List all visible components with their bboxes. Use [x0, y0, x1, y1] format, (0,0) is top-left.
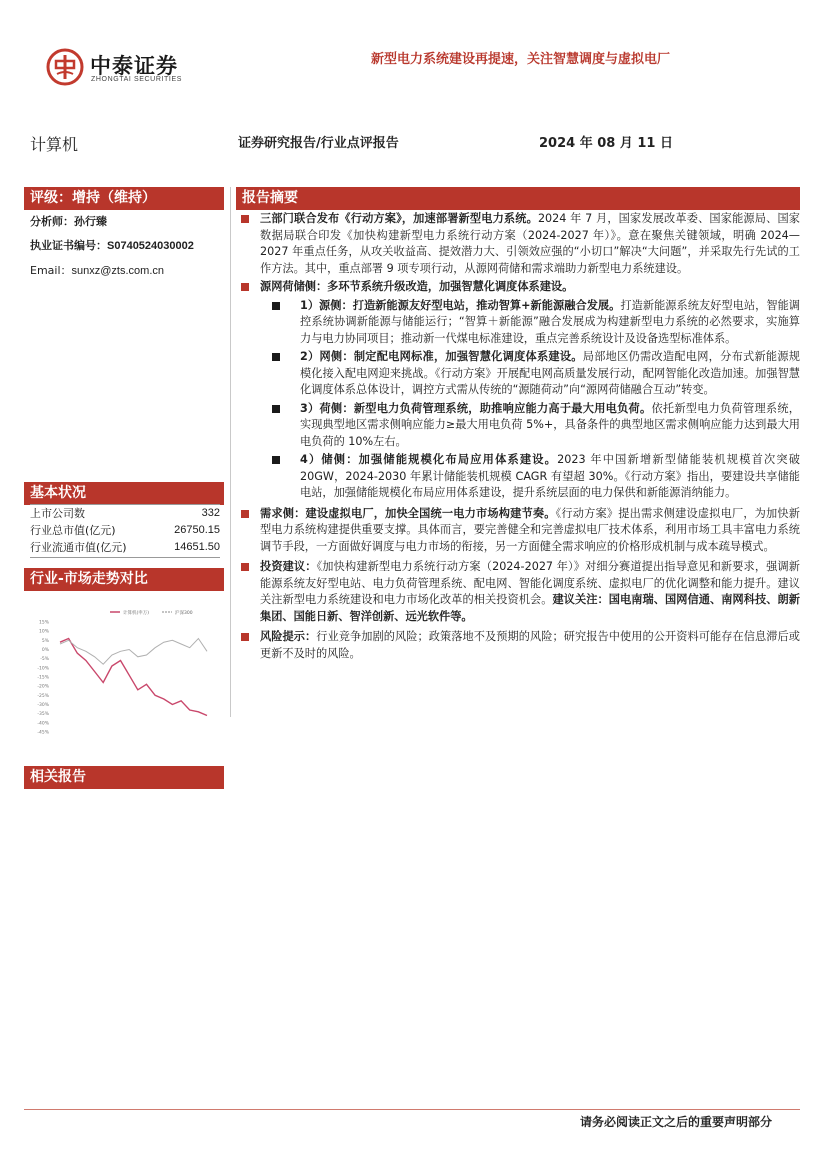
- email-label: Email：: [30, 264, 72, 277]
- analyst-name: 孙行臻: [74, 215, 107, 228]
- summary-paragraph: [238, 211, 800, 277]
- bullet-square-icon: [272, 405, 280, 413]
- y-tick-label: -25%: [37, 693, 49, 699]
- column-divider: [230, 187, 231, 717]
- y-tick-label: -10%: [37, 666, 49, 672]
- bullet-square-icon: [272, 302, 280, 310]
- paragraph-heading: 需求侧：建设虚拟电厂，加快全国统一电力市场构建节奏。: [260, 506, 556, 520]
- cert-label: 执业证书编号：: [30, 239, 107, 252]
- y-tick-label: 15%: [38, 620, 49, 626]
- summary-paragraph: [238, 279, 800, 296]
- bullet-square-icon: [241, 633, 249, 641]
- table-row: [30, 505, 220, 522]
- bullet-square-icon: [241, 215, 249, 223]
- bullet-square-icon: [241, 510, 249, 518]
- report-date: 2024 年 08 月 11 日: [539, 136, 673, 151]
- table-row: [30, 522, 220, 539]
- paragraph-text: 《加快构建新型电力系统行动方案（2024-2027 年）》对细分赛道提出指导意见和新要求，强调新能源系统友好型电站、电力负荷管理系统、配电网、智能化调度系统、虚拟电厂的优化调整和能力提升。建议关注新型电力系统建设和电力市场化改革的相关投资机会。: [260, 560, 800, 606]
- industry-label: 计算机: [30, 135, 79, 154]
- paragraph-text: 《行动方案》提出需求侧建设虚拟电厂，为加快新型电力系统构建提供重要支撑。具体而言，要完善健全和完善虚拟电厂技术体系，利用市场工具丰富电力系统调节手段，一方面做好调度与电力市场的衔接，另一方面健全需求响应的价格形成机制与成本疏导模式。: [260, 506, 800, 553]
- summary-paragraph: [238, 559, 800, 625]
- y-tick-label: -40%: [37, 721, 49, 727]
- summary-subpoint: [238, 452, 800, 502]
- y-tick-label: -45%: [37, 730, 49, 736]
- row-label: 行业流通市值(亿元): [30, 541, 127, 554]
- subpoint-text: 2023 年中国新增新型储能装机规模首次突破 20GW，2024-2030 年累计储能装机规模 CAGR 有望超 30%。《行动方案》指出，要建设共享储能电站，加强储能规模化布局应用体系建设，提升系统层面的电力保供和新能源消纳能力。: [300, 453, 800, 499]
- trend-chart: [30, 600, 220, 740]
- cert-line: [30, 237, 194, 253]
- report-type: 证券研究报告/行业点评报告: [238, 136, 399, 151]
- y-tick-label: -5%: [40, 657, 49, 663]
- row-label: 上市公司数: [30, 507, 85, 520]
- cert-number: S0740524030002: [107, 240, 194, 252]
- y-tick-label: -15%: [37, 675, 49, 681]
- paragraph-heading: 三部门联合发布《行动方案》，加速部署新型电力系统。: [260, 212, 538, 225]
- summary-subpoint: [238, 349, 800, 399]
- row-value: 332: [201, 507, 220, 519]
- row-label: 行业总市值(亿元): [30, 524, 116, 537]
- row-value: 14651.50: [174, 541, 220, 553]
- subpoint-heading: 4）储侧：加强储能规模化布局应用体系建设。: [300, 453, 558, 466]
- subpoint-text: 局部地区仍需改造配电网，分布式新能源规模化接入配电网迎来挑战。《行动方案》开展配电网高质量发展行动，配网智能化改造加速。加强智慧化调度体系总体设计，调控方式需从传统的“源随荷动”向“源网荷储融合互动”转变。: [300, 350, 800, 396]
- bullet-square-icon: [272, 456, 280, 464]
- logo-english-name: ZHONGTAI SECURITIES: [91, 76, 182, 83]
- analyst-label: 分析师：: [30, 215, 74, 228]
- y-tick-label: -35%: [37, 712, 49, 718]
- basic-info-table: [30, 505, 220, 556]
- paragraph-heading: 风险提示：: [260, 630, 317, 643]
- paragraph-heading: 投资建议：: [260, 560, 317, 573]
- email-line: [30, 262, 164, 278]
- bullet-square-icon: [241, 563, 249, 571]
- subpoint-text: 打造新能源系统友好型电站，智能调控系统协调新能源与储能运行；“智算＋新能源”融合发展成为构建新型电力系统的必然要求，实施算力与电力协同项目；推动新一代煤电标准建设，重点完善系统设计及设备选型标准体系。: [300, 298, 800, 345]
- summary-body: [238, 211, 800, 664]
- legend-label: 计算机(申万): [123, 611, 150, 616]
- footer-disclaimer: 请务必阅读正文之后的重要声明部分: [579, 1115, 772, 1129]
- subpoint-heading: 2）网侧：制定配电网标准，加强智慧化调度体系建设。: [300, 350, 583, 363]
- analyst-line: [30, 213, 107, 229]
- rating-bar: 评级：增持（维持）: [24, 187, 224, 210]
- summary-bar: 报告摘要: [236, 187, 800, 210]
- y-tick-label: 10%: [38, 629, 49, 635]
- y-tick-label: 0%: [41, 648, 49, 653]
- y-tick-label: -20%: [37, 684, 49, 690]
- paragraph-text: 行业竞争加剧的风险；政策落地不及预期的风险；研究报告中使用的公开资料可能存在信息滞后或更新不及时的风险。: [260, 630, 800, 660]
- row-value: 26750.15: [174, 524, 220, 536]
- table-row: [30, 539, 220, 556]
- logo-chinese-name: 中泰证券: [90, 54, 178, 78]
- summary-subpoint: [238, 298, 800, 348]
- summary-paragraph: [238, 629, 800, 662]
- legend-label: 沪深300: [175, 611, 193, 616]
- paragraph-text: 2024 年 7 月，国家发展改革委、国家能源局、国家数据局联合印发《加快构建新型电力系统行动方案（2024-2027 年）》。意在聚焦关键领域，明确 2024—2027 年重点任务，从攻关收益高、提效潜力大、引领效应强的“小切口”解决“大问题”，并采取先行先试的工作方法。其中，重点部署 9 项专项行动，从源网荷储和需求端助力新型电力系统建设。: [260, 212, 800, 275]
- subpoint-heading: 1）源侧：打造新能源友好型电站，推动智算+新能源融合发展。: [300, 298, 621, 312]
- subpoint-heading: 3）荷侧：新型电力负荷管理系统，助推响应能力高于最大用电负荷。: [300, 401, 652, 415]
- bullet-square-icon: [272, 353, 280, 361]
- basic-info-bar: 基本状况: [24, 482, 224, 505]
- footer-rule: [24, 1109, 800, 1110]
- summary-paragraph: [238, 506, 800, 556]
- table-bottom-rule: [30, 557, 220, 558]
- trend-bar: 行业-市场走势对比: [24, 568, 224, 591]
- paragraph-heading: 源网荷储侧：多环节系统升级改造，加强智慧化调度体系建设。: [260, 280, 574, 293]
- email-link[interactable]: sunxz@zts.com.cn: [71, 265, 164, 277]
- recommended-stocks: 建议关注：国电南瑞、国网信通、南网科技、朗新集团、国能日新、智洋创新、远光软件等。: [260, 593, 800, 623]
- summary-subpoint: [238, 401, 800, 451]
- related-reports-bar: 相关报告: [24, 766, 224, 789]
- bullet-square-icon: [241, 283, 249, 291]
- zhongtai-logo-icon: [46, 48, 84, 86]
- y-tick-label: -30%: [37, 703, 49, 708]
- y-tick-label: 5%: [41, 638, 49, 644]
- subpoint-text: 依托新型电力负荷管理系统，实现典型地区需求侧响应能力≥最大用电负荷 5%+，具备条件的典型地区需求侧响应能力达到最大用电负荷的 10%左右。: [300, 401, 800, 448]
- report-title: 新型电力系统建设再提速，关注智慧调度与虚拟电厂: [370, 52, 670, 67]
- market-series-line: [60, 639, 207, 665]
